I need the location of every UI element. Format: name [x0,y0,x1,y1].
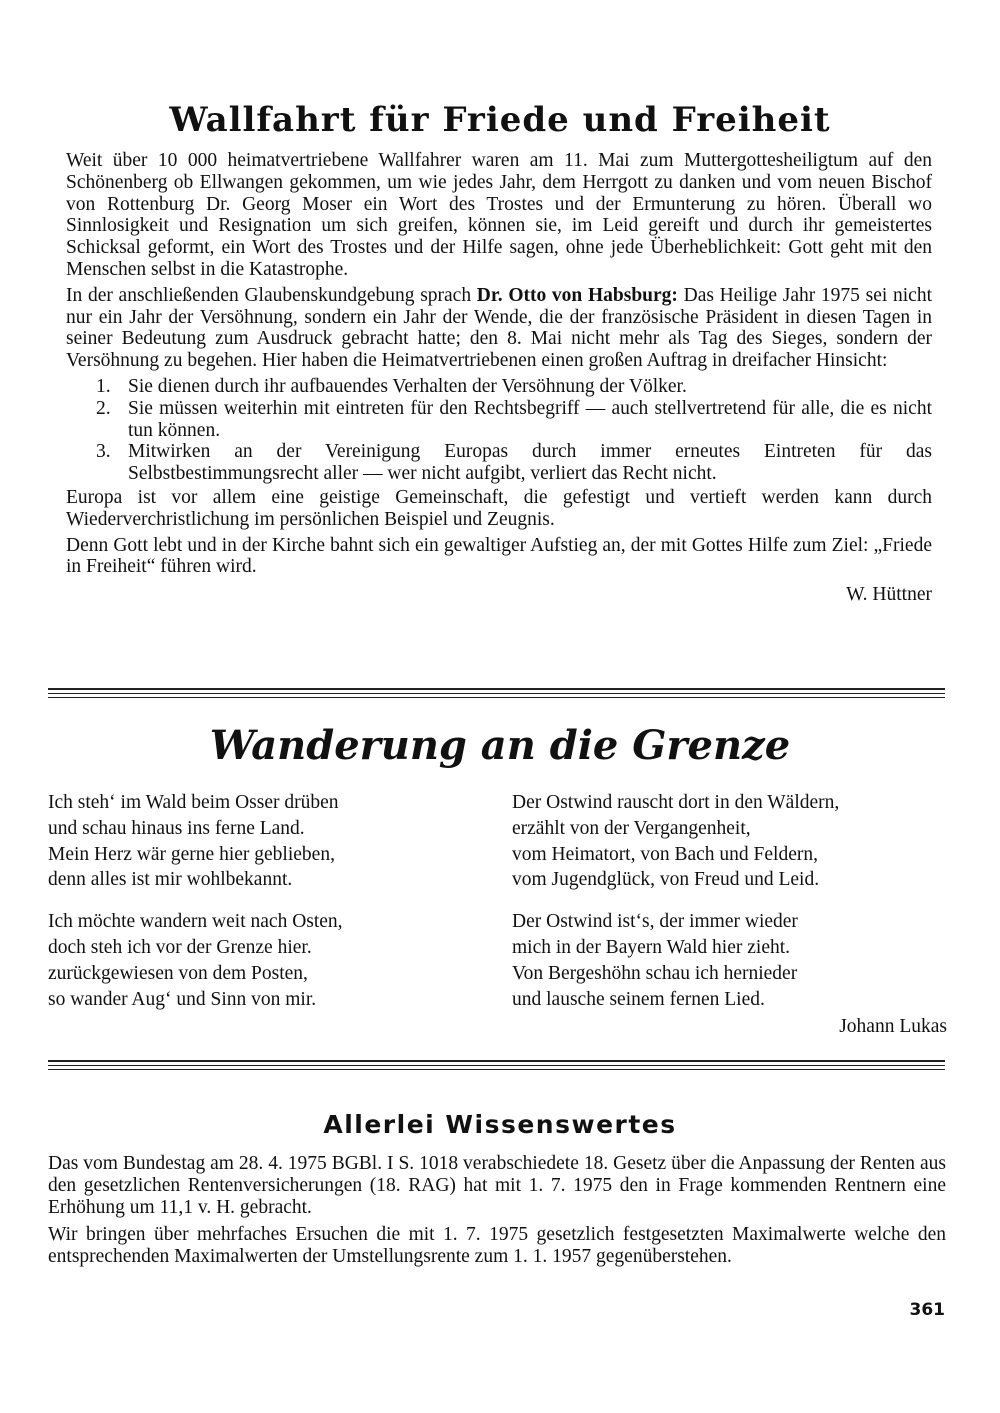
paragraph: Weit über 10 000 heimatvertriebene Wallfahrer waren am 11. Mai zum Muttergottesheiligtum auf den Schönenberg ob Ellwangen gekommen, um wie jedes Jahr, dem Herrgott zu danken und vom neuen Bischof von Rottenburg Dr. Georg Moser ein Wort des Trostes und der Ermunterung zu hören. Überall wo Sinnlosigkeit und Resignation um sich greifen, können sie, im Leid gereift und durch ihr gemeistertes Schicksal geformt, ein Wort des Trostes und der Hilfe sagen, ohne jede Überheblichkeit: Gott geht mit den Menschen selbst in die Katastrophe. [66,150,932,280]
paragraph: Denn Gott lebt und in der Kirche bahnt sich ein gewaltiger Aufstieg an, der mit Gottes Hilfe zum Ziel: „Friede in Freiheit“ führen wird. [66,534,932,578]
article-body-pilgrimage [66,150,932,606]
paragraph-habsburg: In der anschließenden Glaubenskundgebung sprach Dr. Otto von Habsburg: Das Heilige Jahr 1975 sei nicht nur ein Jahr der Versöhnung, sondern ein Jahr der Wende, die der französische Präsident in diesen Tagen in seiner Bedeutung zum Ausdruck gebracht hatte; den 8. Mai nicht mehr als Tag des Sieges, sondern der Versöhnung zu begehen. Hier haben die Heimatvertriebenen einen großen Auftrag in dreifacher Hinsicht: [66,284,932,372]
poem-column-right [512,790,947,1040]
poem-column-left [48,790,488,1012]
section-divider [48,1060,945,1070]
poem-author: Johann Lukas [839,1016,947,1038]
article-title-facts: Allerlei Wissenswertes [323,1110,677,1139]
author-signature: W. Hüttner [846,584,932,606]
speaker-name: Dr. Otto von Habsburg: [476,284,678,306]
poem-stanza: Der Ostwind ist‘s, der immer wieder mich in der Bayern Wald hier zieht. Von Bergeshöhn schau ich hernieder und lausche seinem fernen Lied. [512,911,798,1010]
page-number: 361 [909,1300,945,1320]
list-item: 2. Sie müssen weiterhin mit eintreten für den Rechtsbegriff — auch stellvertretend für alle, die es nicht tun können. [96,397,932,441]
poem-stanza: Der Ostwind rauscht dort in den Wäldern, erzählt von der Vergangenheit, vom Heimatort, von Bach und Feldern, vom Jugendglück, von Freud und Leid. [512,792,840,891]
section-divider [48,688,945,698]
poem-stanza: Ich steh‘ im Wald beim Osser drüben und schau hinaus ins ferne Land. Mein Herz wär gerne hier geblieben, denn alles ist mir wohlbekannt. [48,792,339,891]
list-item: 1. Sie dienen durch ihr aufbauendes Verhalten der Versöhnung der Völker. [96,375,687,397]
paragraph: Wir bringen über mehrfaches Ersuchen die mit 1. 7. 1975 gesetzlich festgesetzten Maximalwerte welche den entsprechenden Maximalwerten der Umstellungsrente zum 1. 1. 1957 gegenüberstehen. [48,1224,946,1268]
numbered-list [96,376,932,485]
article-body-facts [48,1153,946,1268]
list-item: 3. Mitwirken an der Vereinigung Europas durch immer erneutes Eintreten für das Selbstbestimmungsrecht aller — wer nicht aufgibt, verliert das Recht nicht. [96,441,932,485]
poem-stanza: Ich möchte wandern weit nach Osten, doch steh ich vor der Grenze hier. zurückgewiesen von dem Posten, so wander Aug‘ und Sinn von mir. [48,911,343,1010]
poem-title: Wanderung an die Grenze [209,722,791,769]
article-title-pilgrimage: Wallfahrt für Friede und Freiheit [169,100,831,140]
paragraph: Europa ist vor allem eine geistige Gemeinschaft, die gefestigt und vertieft werden kann durch Wiederverchristlichung im persönlichen Beispiel und Zeugnis. [66,486,932,530]
paragraph: Das vom Bundestag am 28. 4. 1975 BGBl. I S. 1018 verabschiedete 18. Gesetz über die Anpassung der Renten aus den gesetzlichen Rentenversicherungen (18. RAG) hat mit 1. 7. 1975 den in Frage kommenden Rentnern eine Erhöhung um 11,1 v. H. gebracht. [48,1153,946,1218]
